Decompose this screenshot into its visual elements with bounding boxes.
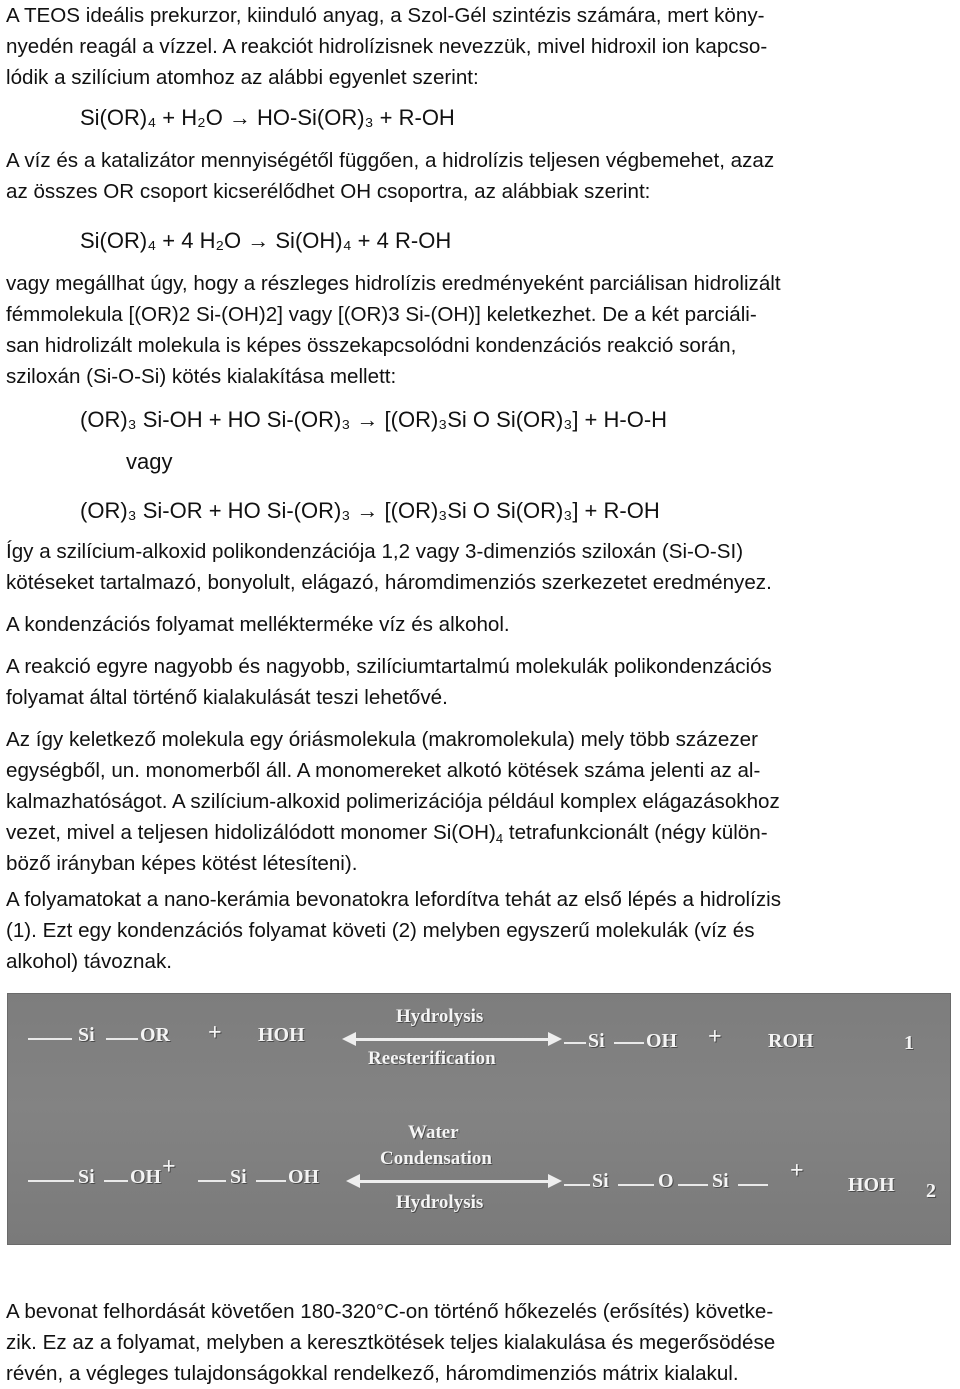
diagram-o-label: O [658,1170,674,1192]
bond-line [614,1042,644,1044]
text-line: (1). Ezt egy kondenzációs folyamat követi (2) melyben egyszerű molekulák (víz és [6,919,755,942]
diagram-si-label: Si [230,1166,247,1188]
arrow-left-icon [342,1032,356,1046]
text-fragment: vezet, mivel a teljesen hidolizálódott monomer Si(OH) [6,821,496,844]
diagram-si-label: Si [592,1170,609,1192]
diagram-si-label: Si [712,1170,729,1192]
diagram-oh-label: OH [130,1166,162,1188]
text-line: sziloxán (Si-O-Si) kötés kialakítása mellett: [6,365,397,388]
bond-line [28,1180,74,1182]
arrow-label-bottom: Hydrolysis [396,1192,484,1213]
bond-line [256,1180,286,1182]
text-line: zik. Ez az a folyamat, melyben a keresztkötések teljes kialakulása és megerősödése [6,1331,776,1354]
arrow-shaft [354,1038,550,1041]
text-line: A reakció egyre nagyobb és nagyobb, szilíciumtartalmú molekulák polikondenzációs [6,655,772,678]
text-line: alkohol) távoznak. [6,950,172,973]
equation-full-hydrolysis: Si(OR)₄ + 4 H₂O → Si(OH)₄ + 4 R-OH [80,228,452,253]
text-line: A víz és a katalizátor mennyiségétől függően, a hidrolízis teljesen végbemehet, azaz [6,149,775,172]
paragraph-heat-treatment [6,1296,954,1389]
text-line: kalmazhatóságot. A szilícium-alkoxid polimerizációja például komplex elágazásokhoz [6,790,780,813]
equation-condensation-alcohol: (OR)₃ Si-OR + HO Si-(OR)₃ → [(OR)₃Si O Si(OR)₃] + R-OH [80,498,660,523]
plus-sign: + [790,1158,804,1184]
text-fragment: tetrafunkcionált (négy külön- [503,821,768,844]
diagram-si-label: Si [78,1024,95,1046]
text-line [6,817,954,848]
arrow-left-icon [346,1174,360,1188]
text-line: san hidrolizált molekula is képes összekapcsolódni kondenzációs reakció során, [6,334,737,357]
text-line: böző irányban képes kötést létesíteni). [6,852,358,875]
subscript: 4 [495,831,504,846]
arrow-right-icon [548,1174,562,1188]
arrow-label-top: Condensation [380,1148,492,1169]
bond-line [106,1038,138,1040]
paragraph-hydrolysis [6,145,954,207]
equation-condensation-water: (OR)₃ Si-OH + HO Si-(OR)₃ → [(OR)₃Si O Si(OR)₃] + H-O-H [80,407,668,432]
bond-line [618,1184,654,1186]
equation-or-label: vagy [126,449,173,474]
reaction-number: 2 [926,1180,936,1202]
bond-line [738,1184,768,1186]
bond-line [198,1180,226,1182]
paragraph-partial [6,268,954,392]
plus-sign: + [708,1024,722,1050]
arrow-right-icon [548,1032,562,1046]
arrow-shaft [358,1180,550,1183]
bond-line [28,1038,72,1040]
text-line: folyamat által történő kialakulását teszi lehetővé. [6,686,448,709]
text-line: vagy megállhat úgy, hogy a részleges hidrolízis eredményeként parciálisan hidrolizált [6,272,781,295]
text-line: az összes OR csoport kicserélődhet OH csoportra, az alábbiak szerint: [6,180,651,203]
paragraph-summary [6,884,954,977]
text-line: A folyamatokat a nano-kerámia bevonatokra lefordítva tehát az első lépés a hidrolízis [6,888,781,911]
text-line: révén, a végleges tulajdonságokkal rendelkező, háromdimenziós mátrix kialakul. [6,1362,739,1385]
text-line: Az így keletkező molekula egy óriásmolekula (makromolekula) mely több százezer [6,728,758,751]
arrow-label-top: Water [408,1122,459,1143]
reaction-diagram [7,993,951,1245]
text-line: A kondenzációs folyamat mellékterméke víz és alkohol. [6,613,510,636]
text-line: kötéseket tartalmazó, bonyolult, elágazó, háromdimenziós szerkezetet eredményez. [6,571,772,594]
text-line: A bevonat felhordását követően 180-320°C-on történő hőkezelés (erősítés) követke- [6,1300,774,1323]
bond-line [564,1042,586,1044]
text-line: nyedén reagál a vízzel. A reakciót hidrolízisnek nevezzük, mivel hidroxil ion kapcso- [6,35,768,58]
text-line: egységből, un. monomerből áll. A monomereket alkotó kötések száma jelenti az al- [6,759,761,782]
diagram-or-label: OR [140,1024,170,1046]
bond-line [564,1184,590,1186]
paragraph-intro [6,0,954,93]
text-line: Így a szilícium-alkoxid polikondenzációja 1,2 vagy 3-dimenziós sziloxán (Si-O-SI) [6,540,744,563]
equation-hydrolysis: Si(OR)₄ + H₂O → HO-Si(OR)₃ + R-OH [80,105,455,130]
diagram-oh-label: OH [288,1166,320,1188]
arrow-label-top: Hydrolysis [396,1006,484,1027]
paragraph-byproduct [6,609,954,640]
diagram-si-label: Si [588,1030,605,1052]
bond-line [104,1180,128,1182]
diagram-oh-label: OH [646,1030,678,1052]
bond-line [678,1184,708,1186]
diagram-product-label: HOH [848,1174,895,1196]
diagram-si-label: Si [78,1166,95,1188]
text-line: fémmolekula [(OR)2 Si-(OH)2] vagy [(OR)3 Si-(OH)] keletkezhet. De a két parciáli- [6,303,757,326]
reaction-number: 1 [904,1032,914,1054]
plus-sign: + [162,1154,176,1180]
arrow-label-bottom: Reesterification [368,1048,496,1069]
paragraph-polycondensation [6,536,954,598]
paragraph-reaction [6,651,954,713]
text-line: lódik a szilícium atomhoz az alábbi egyenlet szerint: [6,66,479,89]
paragraph-macromolecule [6,724,954,879]
diagram-reagent-label: HOH [258,1024,305,1046]
plus-sign: + [208,1020,222,1046]
diagram-product-label: ROH [768,1030,814,1052]
text-line: A TEOS ideális prekurzor, kiinduló anyag, a Szol-Gél szintézis számára, mert köny- [6,4,765,27]
